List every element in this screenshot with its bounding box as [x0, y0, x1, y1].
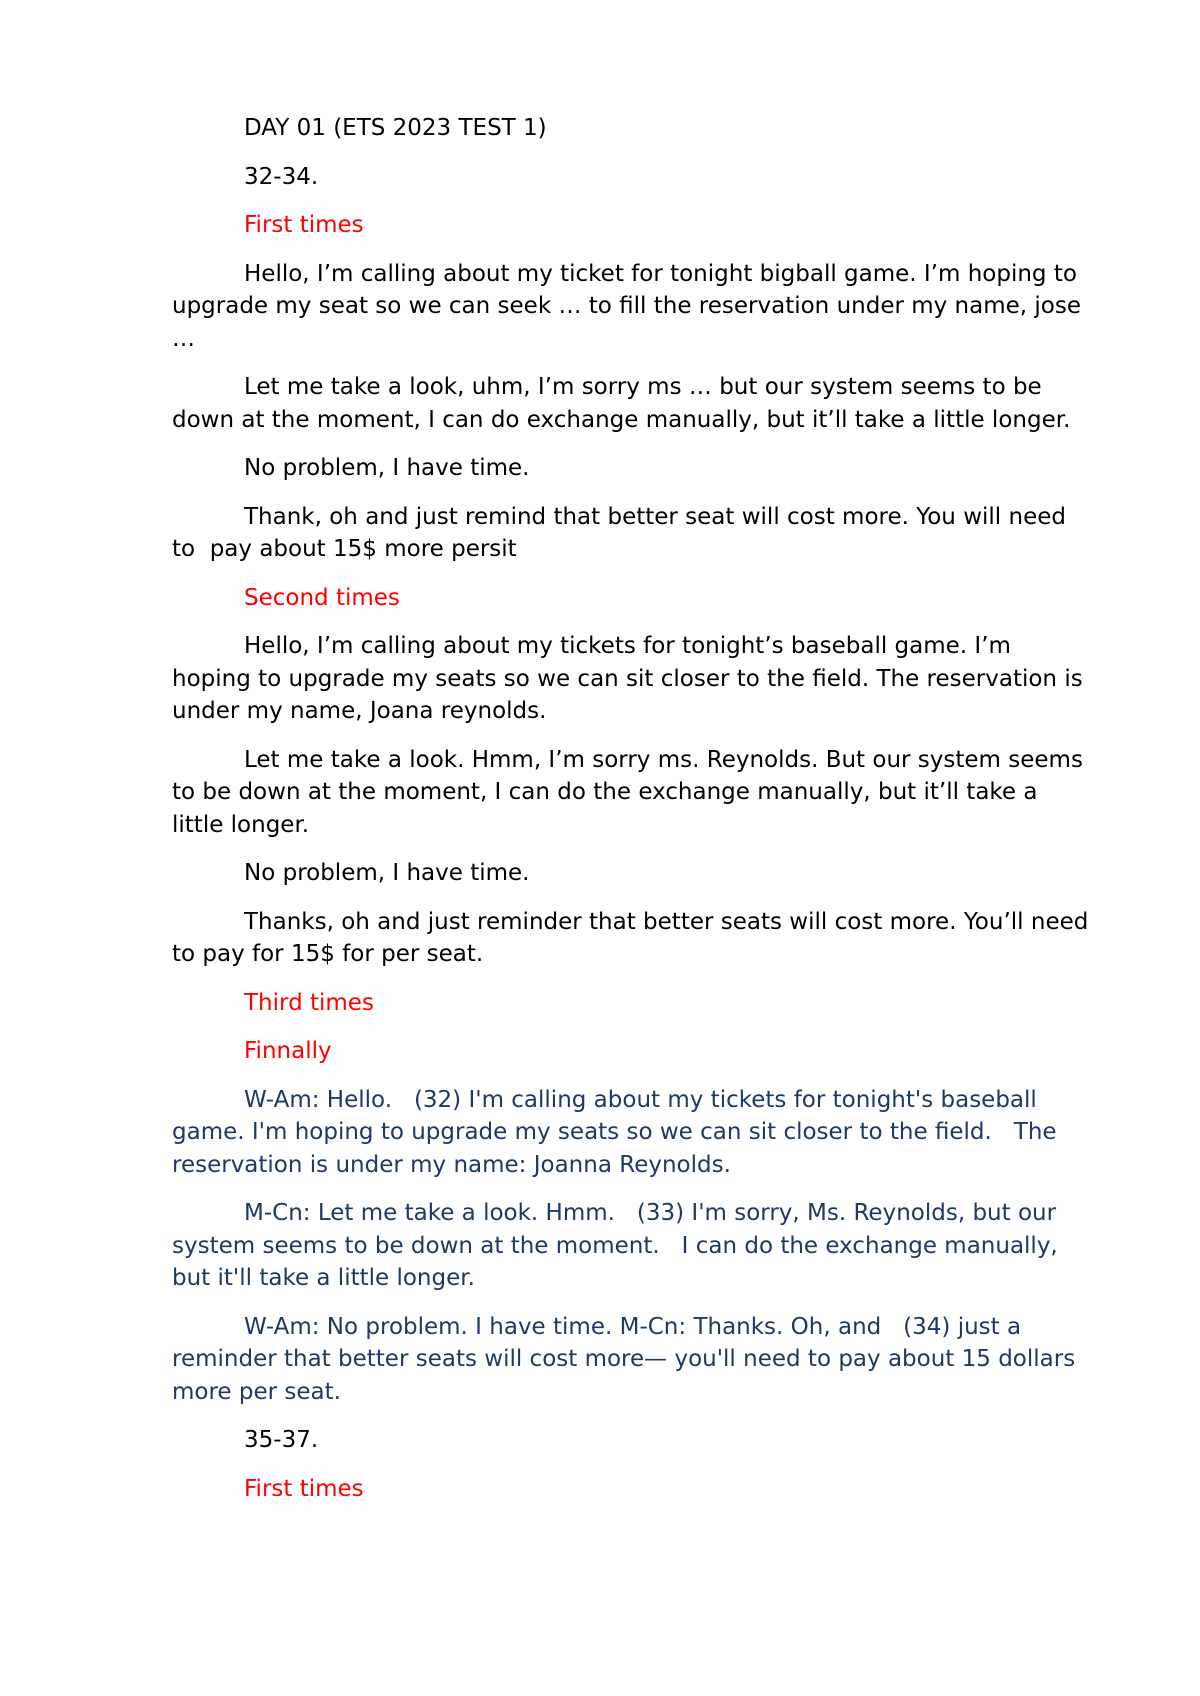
attempt-heading-first-next: First times — [244, 1475, 364, 1502]
question-range-35-37: 35-37. — [244, 1427, 319, 1453]
attempt-heading-second: Second times — [244, 584, 400, 611]
attempt-heading-first: First times — [244, 212, 364, 238]
document-body — [172, 112, 1096, 1521]
first-attempt-line-3: No problem, I have time. — [244, 455, 530, 481]
second-attempt-line-4: Thanks, oh and just reminder that better seats will cost more. You’ll need to pay for 15$ for per seat. — [172, 908, 1096, 967]
question-range-32-34: 32-34. — [244, 163, 319, 190]
second-attempt-line-2: Let me take a look. Hmm, I’m sorry ms. Reynolds. But our system seems to be down at the moment, I can do the exchange manually, but it’ll take a little longer. — [172, 746, 1091, 838]
transcript-line-1: W-Am: Hello. (32) I'm calling about my tickets for tonight's baseball game. I'm hoping to upgrade my seats so we can sit closer to the field. The reservation is under my name: Joanna Reynolds. — [172, 1086, 1064, 1178]
first-attempt-line-4: Thank, oh and just remind that better seat will cost more. You will need to pay about 15$ more persit — [172, 503, 1074, 562]
second-attempt-line-3: No problem, I have time. — [244, 860, 530, 886]
second-attempt-line-1: Hello, I’m calling about my tickets for tonight’s baseball game. I’m hoping to upgrade my seats so we can sit closer to the field. The reservation is under my name, Joana reynolds. — [172, 633, 1091, 724]
first-attempt-line-2: Let me take a look, uhm, I’m sorry ms … but our system seems to be down at the moment, I can do exchange manually, but it’ll take a little longer. — [172, 374, 1071, 433]
attempt-heading-third: Third times — [244, 989, 374, 1016]
first-attempt-line-1: Hello, I’m calling about my ticket for tonight bigball game. I’m hoping to upgrade my seat so we can seek … to fill the reservation under my name, jose … — [172, 260, 1089, 352]
transcript-line-2: M-Cn: Let me take a look. Hmm. (33) I'm sorry, Ms. Reynolds, but our system seems to be down at the moment. I can do the exchange manually, but it'll take a little longer. — [172, 1200, 1066, 1291]
attempt-heading-final: Finnally — [244, 1038, 332, 1064]
transcript-line-3: W-Am: No problem. I have time. M-Cn: Thanks. Oh, and (34) just a reminder that better seats will cost more— you'll need to pay about 15 dollars more per seat. — [172, 1313, 1083, 1405]
document-title: DAY 01 (ETS 2023 TEST 1) — [244, 115, 547, 141]
